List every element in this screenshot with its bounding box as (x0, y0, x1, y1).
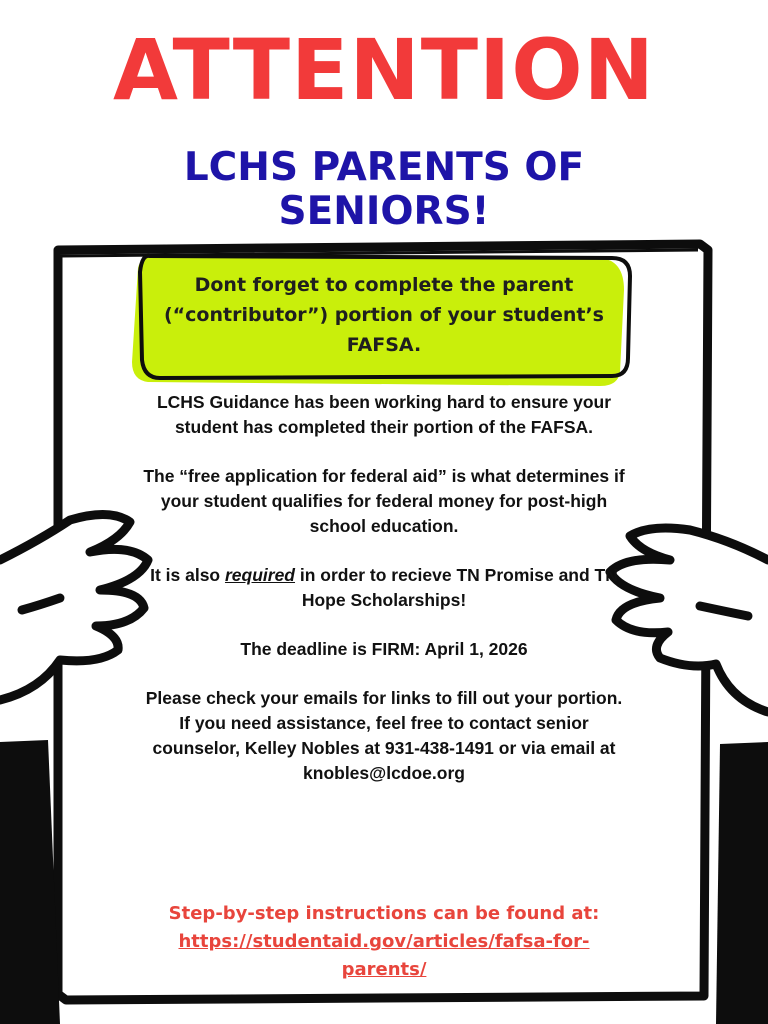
headline-attention: ATTENTION (113, 21, 655, 119)
subheadline-parents-of-seniors: LCHS PARENTS OF SENIORS! (183, 145, 585, 234)
left-sleeve (0, 740, 60, 1024)
callout-fafsa-reminder: Dont forget to complete the parent (“contributor”) portion of your student’s FAFSA. (164, 274, 604, 356)
body-text (140, 390, 628, 810)
footer-label: Step-by-step instructions can be found at: (168, 903, 600, 924)
paragraph-guidance: LCHS Guidance has been working hard to ensure your student has completed their portion of the FAFSA. (156, 392, 612, 437)
scholarship-text-end: in order to recieve TN Promise and TN Hope Scholarships! (295, 565, 618, 610)
paragraph-deadline: The deadline is FIRM: April 1, 2026 (240, 639, 528, 659)
scholarship-text-start: It is also (150, 565, 225, 585)
paragraph-scholarships (140, 563, 628, 613)
footer-instructions (140, 900, 628, 984)
required-emphasis: required (224, 565, 296, 585)
right-sleeve (716, 742, 768, 1024)
paragraph-contact: Please check your emails for links to fill out your portion. If you need assistance, feel free to contact senior counselor, Kelley Nobles at 931-438-1491 or via email at knobles@lcdoe.org (145, 688, 623, 783)
studentaid-link[interactable]: https://studentaid.gov/articles/fafsa-for-parents/ (178, 931, 590, 980)
paragraph-fafsa-definition: The “free application for federal aid” is what determines if your student qualifies for federal money for post-high school education. (143, 466, 625, 536)
